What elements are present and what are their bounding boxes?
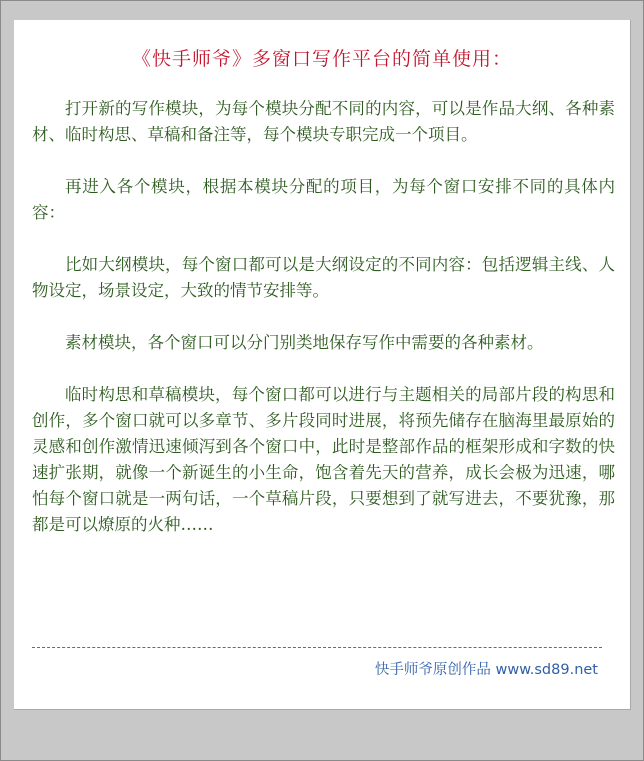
signature: 快手师爷原创作品 www.sd89.net	[374, 662, 598, 678]
document-card	[14, 20, 631, 710]
paragraph-modules: 打开新的写作模块，为每个模块分配不同的内容，可以是作品大纲、各种素材、临时构思、草稿和备注等，每个模块专职完成一个项目。	[32, 99, 615, 144]
paragraph-materials: 素材模块，各个窗口可以分门别类地保存写作中需要的各种素材。	[65, 333, 544, 352]
document-title: 《快手师爷》多窗口写作平台的简单使用：	[131, 48, 512, 70]
paragraph-outline: 比如大纲模块，每个窗口都可以是大纲设定的不同内容：包括逻辑主线、人物设定，场景设定，大致的情节安排等。	[32, 255, 615, 300]
document-body	[32, 96, 615, 538]
paragraph-drafts: 临时构思和草稿模块，每个窗口都可以进行与主题相关的局部片段的构思和创作，多个窗口就可以多章节、多片段同时进展，将预先储存在脑海里最原始的灵感和创作激情迅速倾泻到各个窗口中，此时是整部作品的框架形成和字数的快速扩张期，就像一个新诞生的小生命，饱含着先天的营养，成长会极为迅速，哪怕每个窗口就是一两句话，一个草稿片段，只要想到了就写进去，不要犹豫，那都是可以燎原的火种……	[32, 385, 615, 534]
dashed-divider	[32, 647, 602, 648]
paragraph-windows: 再进入各个模块，根据本模块分配的项目，为每个窗口安排不同的具体内容：	[32, 177, 615, 222]
